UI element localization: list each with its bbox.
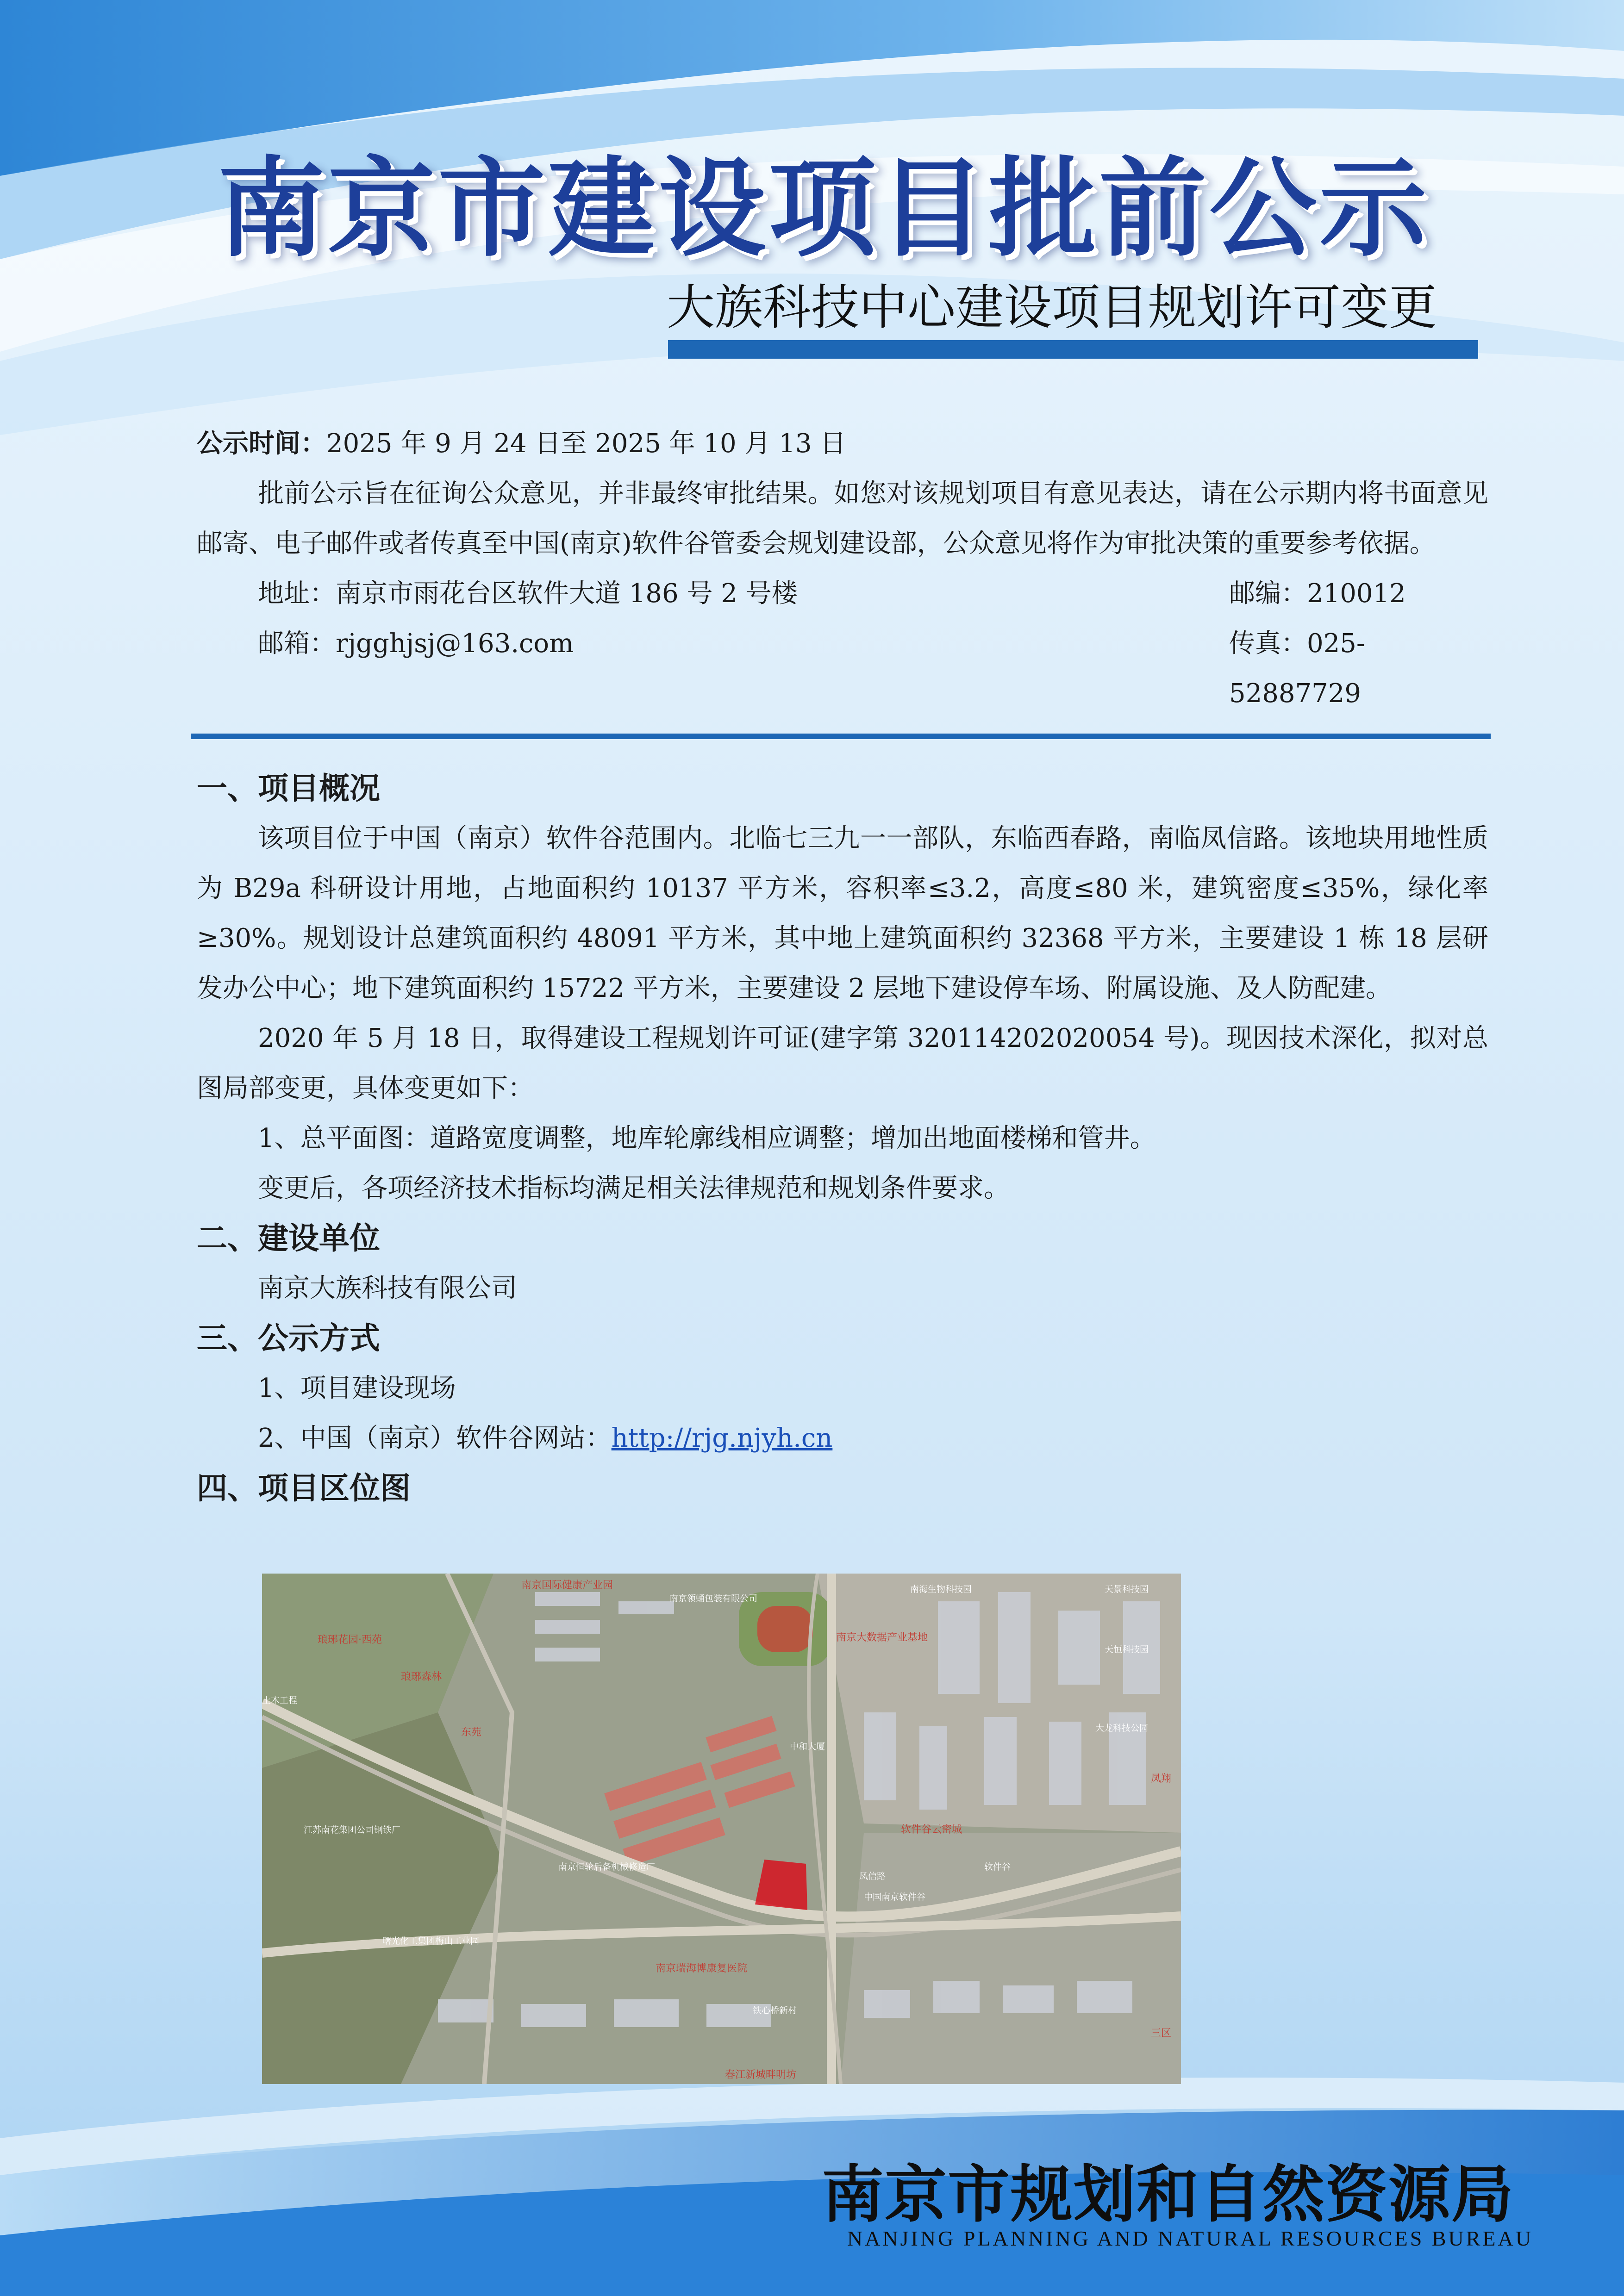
bureau-name-en: NANJING PLANNING AND NATURAL RESOURCES BUREAU [847,2227,1533,2250]
map-label: 大龙科技公园 [1095,1723,1149,1733]
method-heading: 三、公示方式 [197,1320,380,1356]
map-label: 凤信路 [859,1871,886,1881]
map-label: 南京国际健康产业园 [521,1580,613,1591]
overview-paragraph-1: 该项目位于中国（南京）软件谷范围内。北临七三九一一部队，东临西春路，南临凤信路。该地块用地性质为 B29a 科研设计用地，占地面积约 10137 平方米，容积率≤3.2，高度≤80 米，建筑密度≤35%，绿化率≥30%。规划设计总建筑面积约 48091 平方米，其中地上建筑面积约 32368 平方米，主要建设 1 栋 18 层研发办公中心；地下建筑面积约 15722 平方米，主要建设 2 层地下建设停车场、附属设施、及人防配建。 [197,823,1488,1003]
map-label: 南海生物科技园 [910,1584,972,1594]
map-label: 南京瑞海博康复医院 [656,1963,748,1974]
map-label: 天恒科技园 [1105,1644,1149,1655]
subtitle-underline [668,340,1478,359]
location-heading: 四、项目区位图 [197,1470,411,1506]
satellite-map-image [262,1574,1181,2084]
contact-fax: 传真：025-52887729 [1229,628,1365,709]
overview-change-item: 1、总平面图：道路宽度调整，地库轮廓线相应调整；增加出地面楼梯和管井。 [258,1123,1156,1153]
map-label: 曙光化工集团梅山工业园 [382,1936,480,1946]
overview-paragraph-4: 变更后，各项经济技术指标均满足相关法律规范和规划条件要求。 [258,1173,1010,1203]
map-label: 南京大数据产业基地 [836,1632,928,1643]
notice-period [197,419,1488,469]
map-label: 土木工程 [262,1695,298,1705]
map-label: 三区 [1151,2028,1172,2039]
period-label: 公示时间： [197,429,326,459]
contact-row-1 [197,569,1488,619]
website-link[interactable]: http://rjg.njyh.cn [611,1423,833,1453]
overview-heading: 一、项目概况 [197,771,380,806]
project-site-marker [755,1860,807,1910]
map-label: 凤翔 [1151,1773,1172,1785]
overview-paragraph-2: 2020 年 5 月 18 日，取得建设工程规划许可证(建字第 320114202020054 号)。现因技术深化，拟对总图局部变更，具体变更如下： [197,1023,1488,1103]
map-label: 铁心桥新村 [753,2005,797,2016]
page-title: 南京市建设项目批前公示 [218,146,1430,271]
section-divider [191,734,1491,739]
map-label: 南京领蛹包装有限公司 [669,1593,758,1604]
content-body [197,764,1488,1513]
unit-name: 南京大族科技有限公司 [258,1273,517,1303]
page-subtitle: 大族科技中心建设项目规划许可变更 [667,279,1437,336]
map-label: 春江新城畔明坊 [725,2069,797,2081]
location-map [262,1574,1181,2084]
unit-heading: 二、建设单位 [197,1220,380,1256]
map-label: 江苏南花集团公司钢铁厂 [304,1825,401,1835]
contact-postcode: 邮编：210012 [1229,579,1406,609]
period-value: 2025 年 9 月 24 日至 2025 年 10 月 13 日 [326,429,846,459]
bureau-name-cn: 南京市规划和自然资源局 [822,2158,1515,2231]
contact-address: 地址：南京市雨花台区软件大道 186 号 2 号楼 [258,579,798,609]
contact-row-2 [197,619,1488,719]
method-item-2-label: 2、中国（南京）软件谷网站： [258,1423,612,1453]
map-label: 软件谷云密城 [901,1824,962,1836]
contact-email: 邮箱：rjgghjsj@163.com [258,628,574,659]
map-label: 中国南京软件谷 [864,1892,926,1902]
method-item-1: 1、项目建设现场 [258,1373,456,1403]
map-label: 琅琊花园·西苑 [318,1634,382,1646]
map-label: 东苑 [461,1727,482,1738]
map-label: 琅琊森林 [401,1671,442,1683]
notice-intro: 批前公示旨在征询公众意见，并非最终审批结果。如您对该规划项目有意见表达，请在公示期内将书面意见邮寄、电子邮件或者传真至中国(南京)软件谷管委会规划建设部，公众意见将作为审批决策的重要参考依据。 [197,479,1488,559]
map-label: 中和大厦 [790,1742,825,1752]
map-label: 天景科技园 [1105,1584,1149,1594]
map-label: 南京恒轮后备机械修造厂 [558,1862,656,1872]
method-item-2 [197,1413,1488,1463]
notice-block [197,419,1488,719]
map-label: 软件谷 [984,1862,1011,1872]
